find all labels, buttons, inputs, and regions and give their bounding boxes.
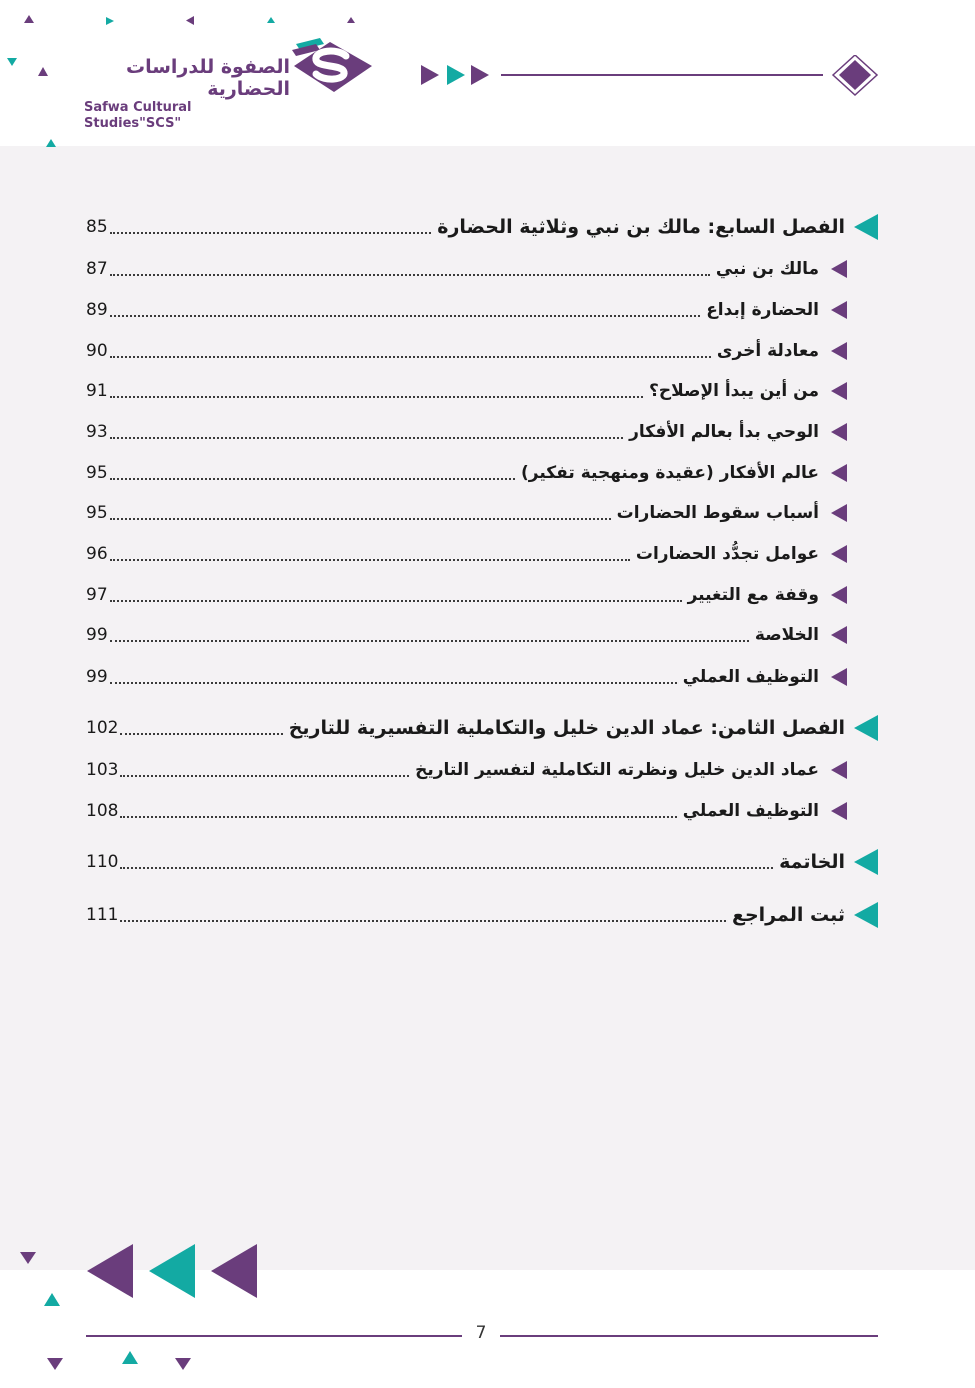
dot-leader xyxy=(120,920,726,922)
toc-entry[interactable] xyxy=(86,620,881,650)
brand-name-arabic: الصفوة للدراسات الحضارية xyxy=(125,56,290,100)
toc-entry[interactable] xyxy=(86,755,881,785)
dot-leader xyxy=(120,733,282,735)
toc-entry-page: 93 xyxy=(86,422,108,442)
purple-triangle-icon xyxy=(823,421,853,443)
teal-triangle-icon xyxy=(849,900,881,930)
toc-entry[interactable] xyxy=(86,212,881,242)
toc-entry-title: من أين يبدأ الإصلاح؟ xyxy=(649,381,819,401)
toc-entry[interactable] xyxy=(86,417,881,447)
dot-leader xyxy=(110,518,611,520)
dot-leader xyxy=(110,396,643,398)
toc-entry-page: 110 xyxy=(86,852,119,872)
toc-entry-page: 89 xyxy=(86,300,108,320)
toc-entry-title: الخاتمة xyxy=(779,851,845,873)
toc-entry-title: الوحي بدأ بعالم الأفكار xyxy=(629,422,819,442)
toc-entry-page: 111 xyxy=(86,905,119,925)
dot-leader xyxy=(110,478,515,480)
toc-entry-page: 99 xyxy=(86,625,108,645)
purple-triangle-icon xyxy=(823,584,853,606)
toc-entry-title: الفصل الثامن: عماد الدين خليل والتكاملية التفسيرية للتاريخ xyxy=(288,717,845,739)
dot-leader xyxy=(110,274,710,276)
page-number: 7 xyxy=(475,1323,487,1343)
toc-entry-title: الخلاصة xyxy=(754,625,819,645)
dot-leader xyxy=(110,682,677,684)
dot-leader xyxy=(120,867,773,869)
dot-leader xyxy=(120,816,676,818)
toc-entry[interactable] xyxy=(86,713,881,743)
purple-triangle-icon xyxy=(823,666,853,688)
toc-entry[interactable] xyxy=(86,796,881,826)
toc-entry-title: ثبت المراجع xyxy=(731,904,845,926)
toc-entry-page: 95 xyxy=(86,503,108,523)
toc-entry-title: عالم الأفكار (عقيدة ومنهجية تفكير) xyxy=(520,463,819,483)
toc-entry-page: 99 xyxy=(86,667,108,687)
toc-entry[interactable] xyxy=(86,376,881,406)
toc-entry-title: عماد الدين خليل ونظرته التكاملية لتفسير التاريخ xyxy=(415,760,819,780)
toc-entry[interactable] xyxy=(86,458,881,488)
toc-entry[interactable] xyxy=(86,662,881,692)
dot-leader xyxy=(110,559,630,561)
purple-triangle-icon xyxy=(823,299,853,321)
toc-entry-page: 90 xyxy=(86,341,108,361)
toc-entry-page: 85 xyxy=(86,217,108,237)
purple-triangle-icon xyxy=(823,340,853,362)
teal-triangle-icon xyxy=(849,212,881,242)
toc-entry[interactable] xyxy=(86,580,881,610)
toc-entry[interactable] xyxy=(86,498,881,528)
purple-triangle-icon xyxy=(823,800,853,822)
toc-entry-page: 108 xyxy=(86,801,119,821)
toc-entry-title: مالك بن نبي xyxy=(715,259,819,279)
dot-leader xyxy=(110,315,701,317)
toc-entry[interactable] xyxy=(86,336,881,366)
toc-entry[interactable] xyxy=(86,254,881,284)
toc-entry-page: 102 xyxy=(86,718,119,738)
brand-logo-icon xyxy=(290,36,376,96)
purple-triangle-icon xyxy=(823,258,853,280)
teal-triangle-icon xyxy=(849,847,881,877)
toc-entry[interactable] xyxy=(86,295,881,325)
dot-leader xyxy=(120,775,409,777)
purple-triangle-icon xyxy=(823,462,853,484)
dot-leader xyxy=(110,640,749,642)
toc-entry-page: 96 xyxy=(86,544,108,564)
toc-entry-page: 87 xyxy=(86,259,108,279)
toc-entry-title: وقفة مع التغيير xyxy=(687,585,819,605)
dot-leader xyxy=(110,600,682,602)
brand-wordmark xyxy=(84,56,290,132)
toc-entry-page: 91 xyxy=(86,381,108,401)
toc-entry[interactable] xyxy=(86,847,881,877)
footer-decoration xyxy=(0,1230,975,1388)
toc-entry-page: 97 xyxy=(86,585,108,605)
brand-name-english: Safwa Cultural Studies"SCS" xyxy=(84,100,192,131)
header-rule xyxy=(415,55,885,99)
toc-entry-title: التوظيف العملي xyxy=(682,667,819,687)
teal-triangle-icon xyxy=(849,713,881,743)
purple-triangle-icon xyxy=(823,380,853,402)
purple-triangle-icon xyxy=(823,543,853,565)
purple-triangle-icon xyxy=(823,759,853,781)
dot-leader xyxy=(110,356,711,358)
toc-entry-page: 95 xyxy=(86,463,108,483)
purple-triangle-icon xyxy=(823,502,853,524)
purple-triangle-icon xyxy=(823,624,853,646)
toc-entry-title: الفصل السابع: مالك بن نبي وثلاثية الحضارة xyxy=(437,216,845,238)
toc-entry-title: عوامل تجدُّد الحضارات xyxy=(635,544,819,564)
toc-entry-title: معادلة أخرى xyxy=(716,341,819,361)
dot-leader xyxy=(110,232,432,234)
toc-entry-title: أسباب سقوط الحضارات xyxy=(616,503,819,523)
toc-entry-page: 103 xyxy=(86,760,119,780)
toc-entry[interactable] xyxy=(86,539,881,569)
toc-entry-title: الحضارة إبداع xyxy=(706,300,819,320)
toc-entry[interactable] xyxy=(86,900,881,930)
dot-leader xyxy=(110,437,624,439)
toc-entry-title: التوظيف العملي xyxy=(682,801,819,821)
